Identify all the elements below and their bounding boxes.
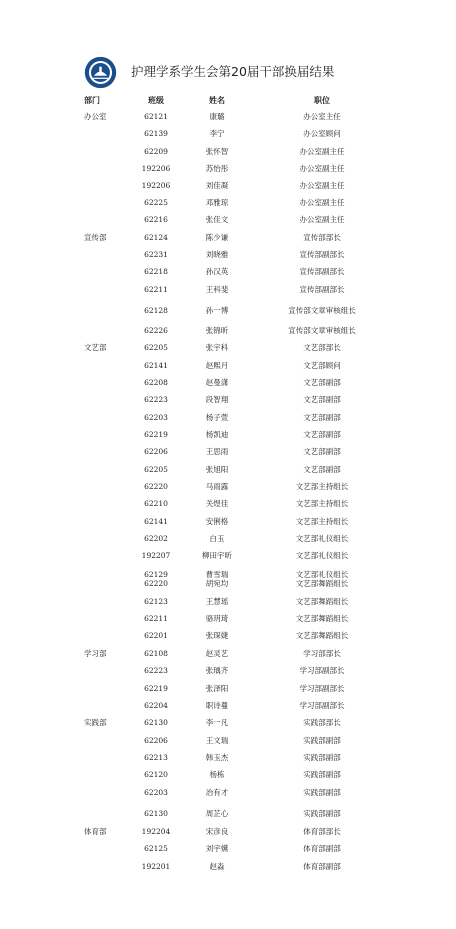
- row-position: 文艺部舞蹈组长: [295, 579, 349, 588]
- row-class: 62139: [144, 129, 168, 138]
- row-class: 62123: [144, 597, 168, 606]
- row-position: 体育部副部: [303, 844, 341, 853]
- row-position: 学习部部长: [303, 649, 341, 658]
- row-position: 实践部副部: [303, 809, 341, 818]
- row-department: 文艺部: [84, 343, 107, 352]
- row-name: 陈少谦: [205, 233, 229, 242]
- row-position: 实践部部长: [303, 718, 341, 727]
- row-position: 学习部副部长: [299, 684, 345, 693]
- row-class: 62128: [144, 306, 168, 315]
- row-class: 62124: [144, 233, 168, 242]
- row-class: 62204: [144, 701, 168, 710]
- row-position: 体育部副部: [303, 862, 341, 871]
- row-name: 孙一博: [205, 306, 229, 315]
- row-position: 文艺部副部: [303, 395, 341, 404]
- row-position: 文艺部礼仪组长: [295, 551, 349, 560]
- row-class: 62120: [144, 770, 168, 779]
- row-position: 文艺部顾问: [303, 361, 341, 370]
- row-name: 张锦昕: [205, 326, 229, 335]
- row-class: 62141: [144, 361, 168, 370]
- row-class: 192207: [141, 551, 171, 560]
- row-name: 张怀智: [205, 147, 229, 156]
- row-class: 192206: [141, 164, 171, 173]
- row-name: 赵淼: [209, 862, 225, 871]
- row-name: 赵灵艺: [205, 649, 229, 658]
- row-name: 王思雨: [205, 447, 229, 456]
- row-department: 办公室: [84, 112, 107, 121]
- row-class: 62125: [144, 844, 168, 853]
- row-position: 办公室副主任: [299, 164, 345, 173]
- row-class: 62218: [144, 267, 168, 276]
- row-class: 62203: [144, 413, 168, 422]
- row-class: 62211: [144, 614, 168, 623]
- row-position: 实践部副部: [303, 736, 341, 745]
- row-position: 办公室顾问: [303, 129, 341, 138]
- row-position: 办公室副主任: [299, 215, 345, 224]
- row-position: 文艺部礼仪组长: [295, 570, 349, 579]
- row-class: 62223: [144, 666, 168, 675]
- row-name: 安俐格: [205, 517, 229, 526]
- row-class: 62130: [144, 809, 168, 818]
- row-name: 胡宛均: [205, 579, 229, 588]
- row-name: 张宇科: [205, 343, 229, 352]
- row-position: 学习部副部长: [299, 666, 345, 675]
- row-name: 宋彦良: [205, 827, 229, 836]
- row-class: 62205: [144, 343, 168, 352]
- row-name: 韩玉杰: [205, 753, 229, 762]
- row-department: 宣传部: [84, 233, 107, 242]
- row-position: 宣传部文章审核组长: [288, 306, 356, 315]
- row-name: 张旭阳: [205, 465, 229, 474]
- row-class: 62209: [144, 147, 168, 156]
- row-class: 62130: [144, 718, 168, 727]
- row-class: 62203: [144, 788, 168, 797]
- row-position: 办公室副主任: [299, 181, 345, 190]
- row-name: 柳田宇昕: [202, 551, 232, 560]
- row-class: 62202: [144, 534, 168, 543]
- row-class: 62201: [144, 631, 168, 640]
- row-name: 赵熙月: [205, 361, 229, 370]
- row-class: 62226: [144, 326, 168, 335]
- row-position: 文艺部副部: [303, 430, 341, 439]
- row-position: 宣传部文章审核组长: [288, 326, 356, 335]
- row-department: 学习部: [84, 649, 107, 658]
- header-name: 姓名: [209, 95, 225, 105]
- row-class: 62225: [144, 198, 168, 207]
- row-name: 冶有才: [205, 788, 229, 797]
- row-position: 宣传部部长: [303, 233, 341, 242]
- row-name: 李一凡: [205, 718, 229, 727]
- row-department: 实践部: [84, 718, 107, 727]
- row-position: 学习部副部长: [299, 701, 345, 710]
- page-title: 护理学系学生会第20届干部换届结果: [131, 64, 335, 79]
- row-position: 实践部副部: [303, 788, 341, 797]
- row-name: 杨栋: [209, 770, 225, 779]
- row-class: 62129: [144, 570, 168, 579]
- row-position: 实践部副部: [303, 770, 341, 779]
- row-position: 体育部部长: [303, 827, 341, 836]
- row-department: 体育部: [84, 827, 107, 836]
- row-name: 张琛婕: [205, 631, 229, 640]
- row-position: 文艺部主持组长: [295, 482, 349, 491]
- row-class: 62141: [144, 517, 168, 526]
- header-class: 班级: [148, 95, 164, 105]
- row-position: 实践部副部: [303, 753, 341, 762]
- row-name: 周芷心: [205, 809, 229, 818]
- row-name: 苏怡彤: [205, 164, 229, 173]
- row-name: 段智翔: [205, 395, 229, 404]
- row-position: 文艺部舞蹈组长: [295, 614, 349, 623]
- row-name: 刘宇嬿: [205, 844, 229, 853]
- row-class: 62223: [144, 395, 168, 404]
- row-class: 192206: [141, 181, 171, 190]
- row-name: 关煜佳: [205, 499, 229, 508]
- row-name: 杨凯迪: [205, 430, 229, 439]
- row-position: 办公室副主任: [299, 198, 345, 207]
- row-position: 文艺部主持组长: [295, 499, 349, 508]
- row-position: 文艺部舞蹈组长: [295, 631, 349, 640]
- row-name: 张佳文: [205, 215, 229, 224]
- row-name: 杨子萱: [205, 413, 229, 422]
- row-class: 192201: [141, 862, 171, 871]
- row-class: 62121: [144, 112, 168, 121]
- row-name: 马雨露: [205, 482, 229, 491]
- row-position: 文艺部舞蹈组长: [295, 597, 349, 606]
- row-position: 文艺部部长: [303, 343, 341, 352]
- row-class: 62206: [144, 736, 168, 745]
- row-class: 62231: [144, 250, 168, 259]
- header-dept: 部门: [84, 95, 100, 105]
- row-position: 宣传部副部长: [299, 250, 345, 259]
- row-position: 办公室主任: [303, 112, 341, 121]
- row-position: 宣传部副部长: [299, 267, 345, 276]
- row-position: 文艺部副部: [303, 413, 341, 422]
- row-name: 孙汉英: [205, 267, 229, 276]
- row-position: 文艺部副部: [303, 378, 341, 387]
- row-position: 文艺部主持组长: [295, 517, 349, 526]
- row-name: 王文瑞: [205, 736, 229, 745]
- row-name: 白玉: [209, 534, 225, 543]
- row-class: 62211: [144, 285, 168, 294]
- row-position: 文艺部副部: [303, 447, 341, 456]
- row-class: 62219: [144, 430, 168, 439]
- row-name: 刘晓雅: [205, 250, 229, 259]
- row-name: 李宁: [209, 129, 225, 138]
- row-name: 职诗蔓: [205, 701, 229, 710]
- row-name: 王慧瑶: [205, 597, 229, 606]
- row-class: 62220: [144, 482, 168, 491]
- row-class: 62205: [144, 465, 168, 474]
- row-position: 文艺部副部: [303, 465, 341, 474]
- row-name: 骆玥琦: [205, 614, 229, 623]
- row-name: 赵曼潇: [205, 378, 229, 387]
- header-position: 职位: [314, 95, 330, 105]
- row-class: 62206: [144, 447, 168, 456]
- row-class: 62219: [144, 684, 168, 693]
- row-class: 62213: [144, 753, 168, 762]
- row-position: 办公室副主任: [299, 147, 345, 156]
- row-class: 62210: [144, 499, 168, 508]
- row-name: 张泽阳: [205, 684, 229, 693]
- row-class: 62220: [144, 579, 168, 588]
- row-name: 邓雅琼: [205, 198, 229, 207]
- school-emblem-icon: [84, 56, 117, 89]
- row-name: 曹雪瑞: [205, 570, 229, 579]
- row-name: 王科斐: [205, 285, 229, 294]
- row-name: 张瑀齐: [205, 666, 229, 675]
- row-position: 文艺部礼仪组长: [295, 534, 349, 543]
- row-class: 192204: [141, 827, 171, 836]
- row-class: 62208: [144, 378, 168, 387]
- row-position: 宣传部副部长: [299, 285, 345, 294]
- row-class: 62108: [144, 649, 168, 658]
- row-class: 62216: [144, 215, 168, 224]
- row-name: 康璐: [209, 112, 225, 121]
- row-name: 刘佳凝: [205, 181, 229, 190]
